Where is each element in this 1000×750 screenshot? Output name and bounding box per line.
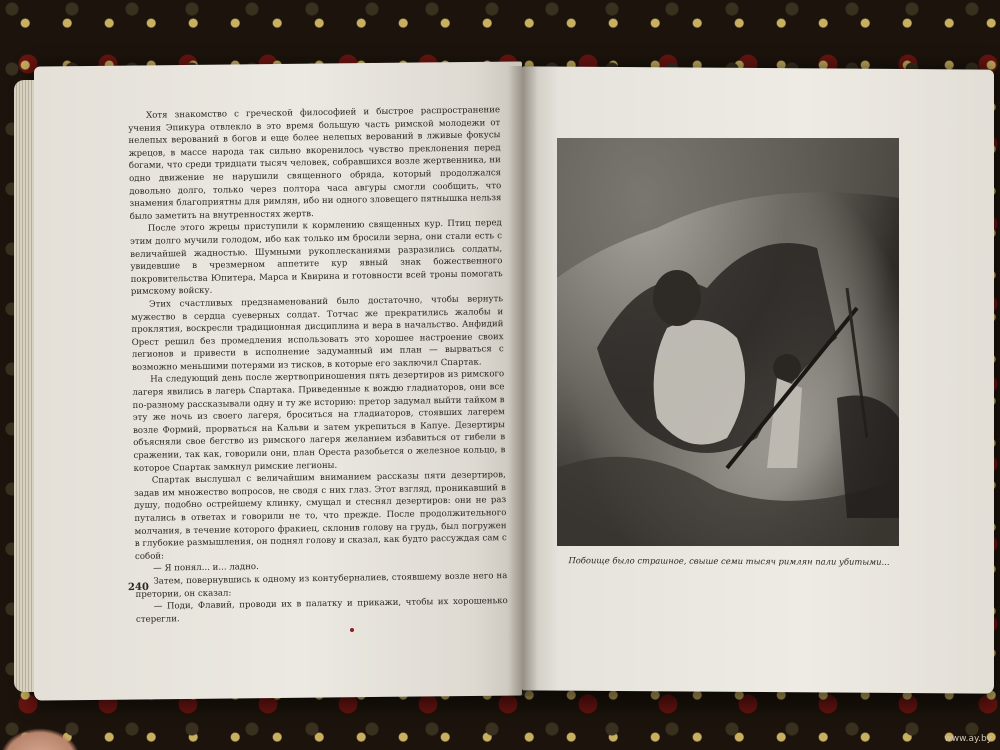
battle-illustration — [557, 138, 899, 546]
paragraph: Спартак выслушал с величайшим вниманием рассказы пяти дезертиров, задав им множество вопросов, не сводя с них глаз. Этот взгляд, проникавший в душу, подобно острейшему клинку, смущал и стеснял дезертиров: они не раз путались в ответах и говорили не то, что прежде. После продолжительного молчания, в течение которого фракиец, склонив голову на грудь, был погружен в глубокие размышления, он поднял голову и сказал, как будто рассуждая сам с собой: — [133, 470, 507, 562]
illustration-drawing — [557, 138, 899, 546]
paragraph: На следующий день после жертвоприношения пять дезертиров из римского лагеря явились в лагерь Спартака. Приведенные к вождю гладиаторов, они все по-разному рассказывали одну и ту же историю: претор задумал выйти тайком в эту же ночь из своего лагеря, броситься на гладиаторов, стоявших лагерем возле Формий, прорваться на Кальви и затем укрепиться в Капуе. Дезертиры объясняли свое бегство из римского лагеря желанием избавиться от гибели в сражении, так как, говорили они, план Ореста разобьется о железное кольцо, в которое Спартак замкнул римские легионы. — [132, 369, 506, 474]
left-page-text — [128, 104, 508, 626]
dialog-line: — Я понял... и... ладно. — [153, 562, 259, 575]
paragraph: После этого жрецы приступили к кормлению священных кур. Птиц перед этим долго мучили голодом, ибо как только им бросили зерна, они стали есть с величайшей жадностью. Шумными рукоплесканиями разразились солдаты, увидевшие в чрезмерном аппетите кур явный знак божественного покровительства Юпитера, Марса и Квирина и готовности всей троны помогать римскому войску. — [129, 218, 503, 298]
illustration-caption: Побоище было страшное, свыше семи тысяч римлян пали убитыми... — [568, 555, 890, 567]
paragraph: Затем, повернувшись к одному из контуберналиев, стоявшему возле него на претории, он сказал: — [135, 571, 508, 600]
finger — [0, 728, 80, 750]
dialog-line: — Поди, Флавий, проводи их в палатку и прикажи, чтобы их хорошенько стерегли. — [135, 596, 508, 625]
paragraph: Этих счастливых предзнаменований было достаточно, чтобы вернуть мужество в сердца суеверных солдат. Тотчас же прекратились жалобы и проклятия, воскресли традиционная дисциплина и вера в начальство. Анфидий Орест решил без промедления использовать это хорошее настроение своих легионов и привести в исполнение задуманный им план — вырваться с возможно меньшими потерями из тисков, в которые его заключил Спартак. — [131, 294, 504, 373]
paragraph: Хотя знакомство с греческой философией и быстрое распространение учения Эпикура отвлекло в это время большую часть римской молодежи от нелепых верований в богов и еще более нелепых верований в лживые фокусы жрецов, в массе народа так сильно вкоренилось чувство преклонения перед богами, что среди тридцати тысяч человек, собравшихся возле жертвенника, ни одно движение не нарушили священного обряда, который продолжался довольно долго, только через полтора часа авгуры смогли сообщить, что знамения благоприятны для римлян, ибо ни одного зловещего пятнышка нельзя было заметить на внутренностях жертв. — [128, 105, 502, 222]
watermark: www.ay.by — [944, 734, 992, 744]
ink-spot — [350, 628, 354, 632]
page-number: 240 — [127, 581, 149, 594]
book-gutter — [508, 66, 538, 696]
